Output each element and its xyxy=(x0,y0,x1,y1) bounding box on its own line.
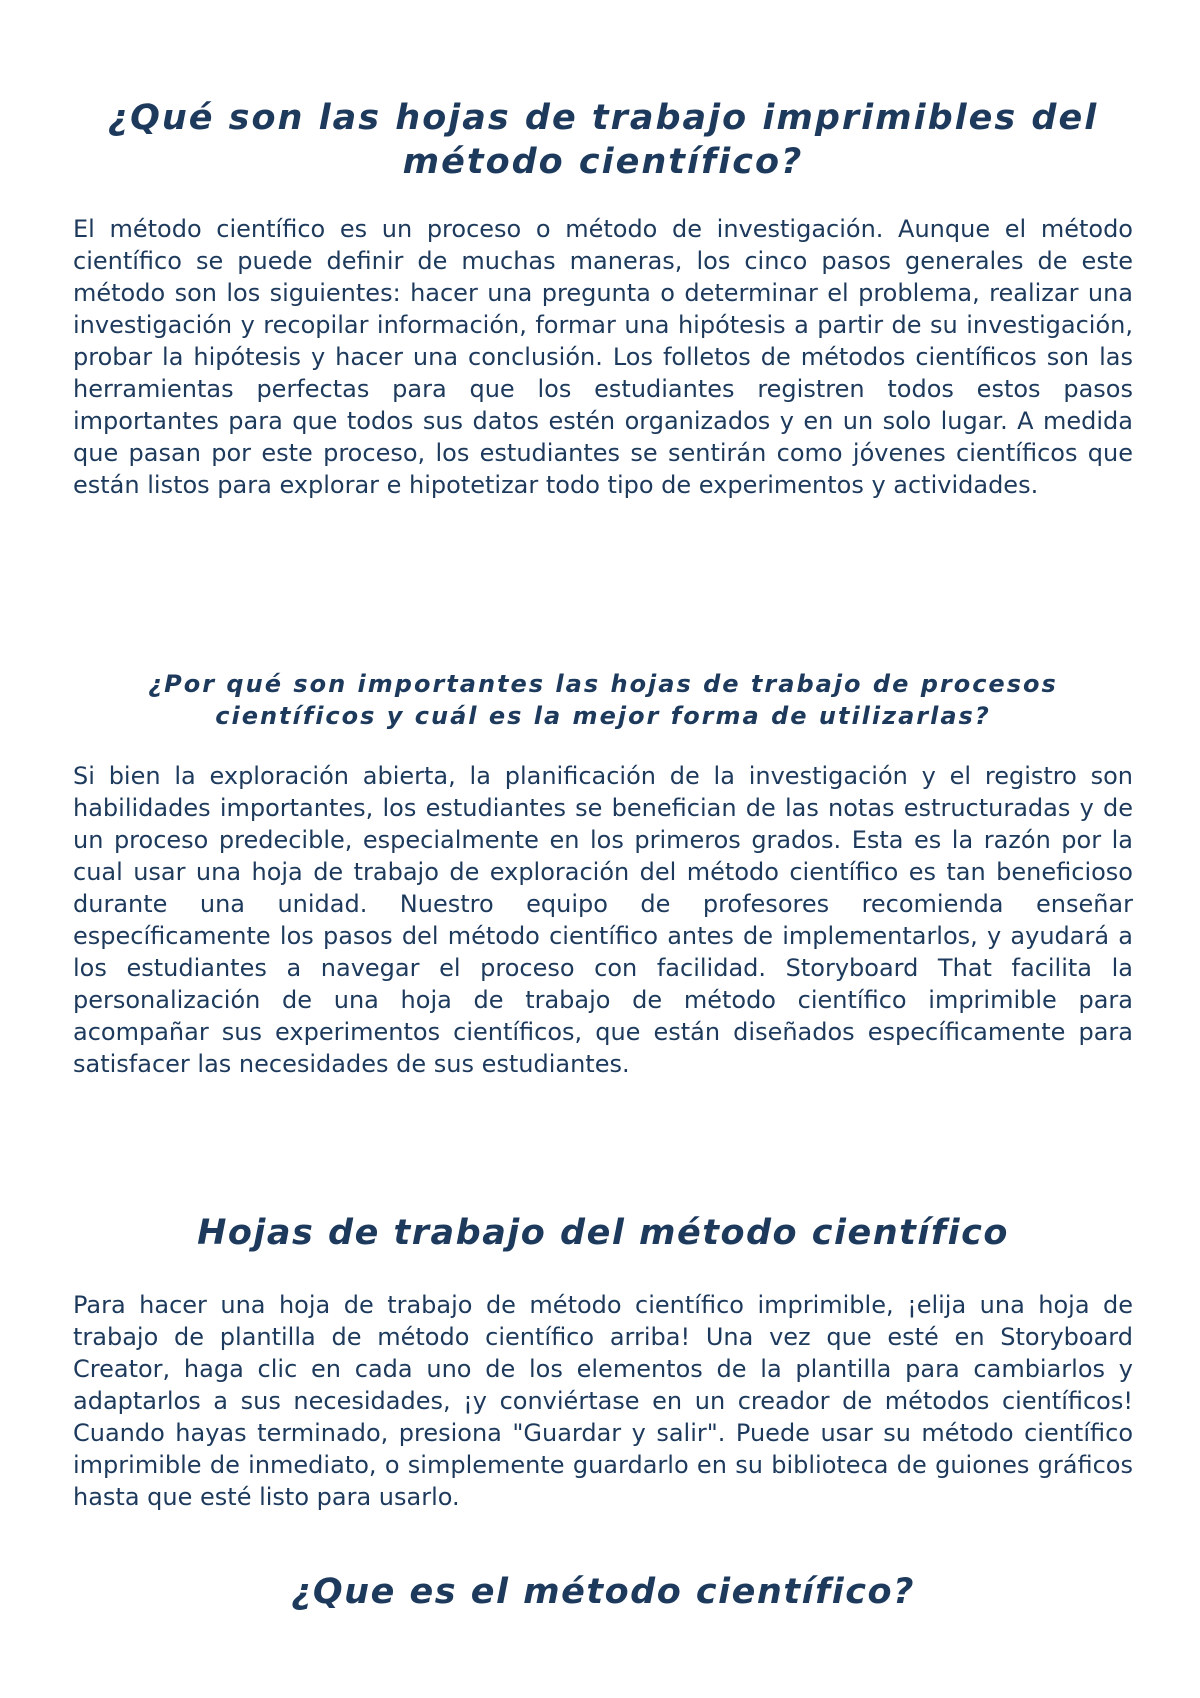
worksheets-paragraph: Para hacer una hoja de trabajo de método científico imprimible, ¡elija una hoja de trabajo de plantilla de método científico arriba! Una vez que esté en Storyboard Creator, haga clic en cada uno de los elementos de la plantilla para cambiarlos y adaptarlos a sus necesidades, ¡y conviértase en un creador de métodos científicos! Cuando hayas terminado, presiona "Guardar y salir". Puede usar su método científico imprimible de inmediato, o simplemente guardarlo en su biblioteca de guiones gráficos hasta que esté listo para usarlo. xyxy=(73,1291,1133,1511)
main-title: ¿Qué son las hojas de trabajo imprimibles del método científico? xyxy=(107,98,1099,182)
worksheets-heading: Hojas de trabajo del método científico xyxy=(197,1213,1009,1253)
intro-paragraph: El método científico es un proceso o método de investigación. Aunque el método científico se puede definir de muchas maneras, los cinco pasos generales de este método son los siguientes: hacer una pregunta o determinar el problema, realizar una investigación y recopilar información, formar una hipótesis a partir de su investigación, probar la hipótesis y hacer una conclusión. Los folletos de métodos científicos son las herramientas perfectas para que los estudiantes registren todos estos pasos importantes para que todos sus datos estén organizados y en un solo lugar. A medida que pasan por este proceso, los estudiantes se sentirán como jóvenes científicos que están listos para explorar e hipotetizar todo tipo de experimentos y actividades. xyxy=(73,215,1133,499)
importance-paragraph: Si bien la exploración abierta, la planificación de la investigación y el registro son habilidades importantes, los estudiantes se benefician de las notas estructuradas y de un proceso predecible, especialmente en los primeros grados. Esta es la razón por la cual usar una hoja de trabajo de exploración del método científico es tan beneficioso durante una unidad. Nuestro equipo de profesores recomienda enseñar específicamente los pasos del método científico antes de implementarlos, y ayudará a los estudiantes a navegar el proceso con facilidad. Storyboard That facilita la personalización de una hoja de trabajo de método científico imprimible para acompañar sus experimentos científicos, que están diseñados específicamente para satisfacer las necesidades de sus estudiantes. xyxy=(73,762,1133,1078)
importance-heading: ¿Por qué son importantes las hojas de trabajo de procesos científicos y cuál es la mejor forma de utilizarlas? xyxy=(148,670,1058,730)
what-is-heading: ¿Que es el método científico? xyxy=(291,1572,915,1612)
